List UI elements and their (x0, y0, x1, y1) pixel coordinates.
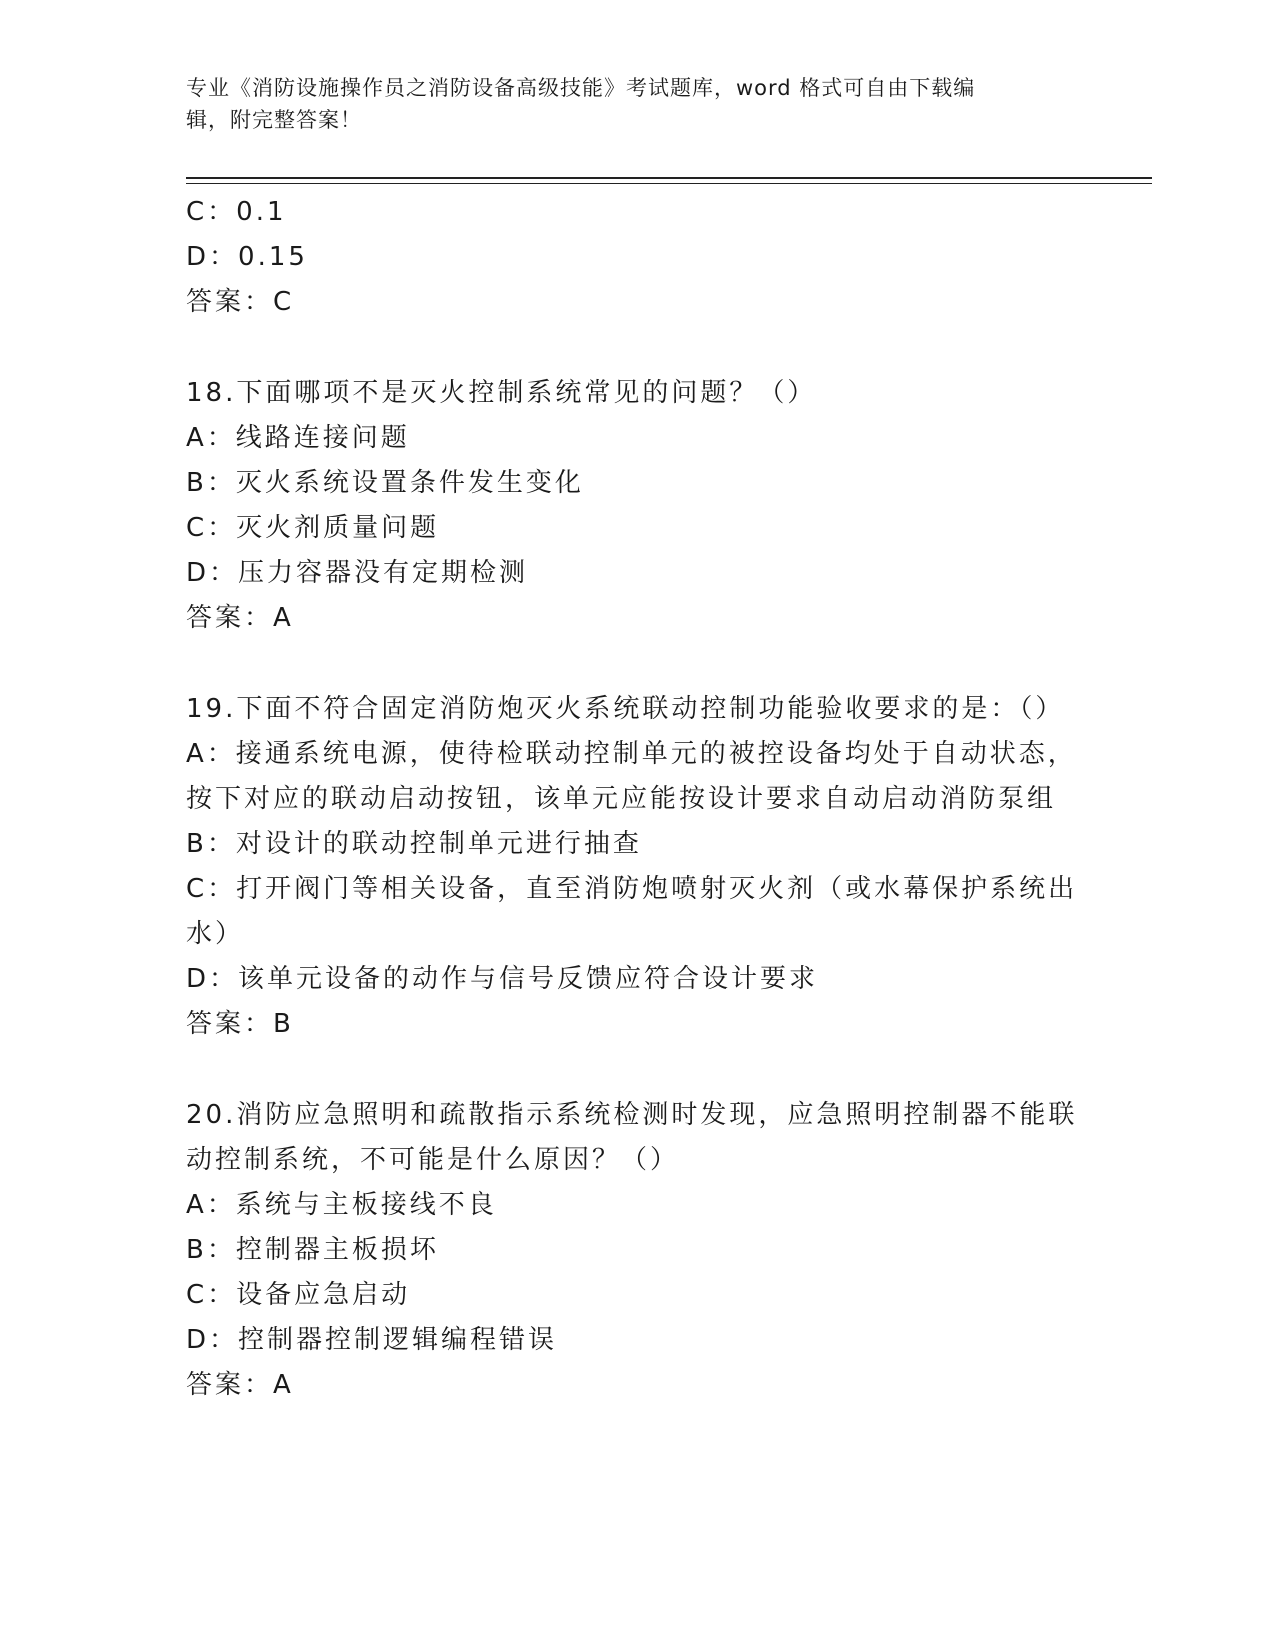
question-20 (186, 1093, 1086, 1408)
question-18 (186, 371, 1086, 641)
option-a: A：线路连接问题 (186, 423, 410, 453)
option-b: B：灭火系统设置条件发生变化 (186, 468, 584, 498)
option-c-line-1: C：打开阀门等相关设备，直至消防炮喷射灭火剂（或水幕保护系统出 (186, 874, 1078, 904)
header-divider-thick (186, 177, 1152, 179)
option-a-line-1: A：接通系统电源，使待检联动控制单元的被控设备均处于自动状态， (186, 739, 1077, 769)
question-19 (186, 687, 1086, 1047)
header-line-2: 辑，附完整答案！ (186, 108, 362, 132)
option-a-line-2: 按下对应的联动启动按钮，该单元应能按设计要求自动启动消防泵组 (186, 784, 1057, 814)
question-list (186, 190, 1086, 1408)
answer: 答案：B (186, 1009, 294, 1039)
option-d: D：控制器控制逻辑编程错误 (186, 1325, 558, 1355)
header-line-1: 专业《消防设施操作员之消防设备高级技能》考试题库，word 格式可自由下载编 (186, 76, 976, 100)
option-d: D：该单元设备的动作与信号反馈应符合设计要求 (186, 964, 819, 994)
question-text: 19.下面不符合固定消防炮灭火系统联动控制功能验收要求的是：（） (186, 694, 1065, 724)
question-text-line-1: 20.消防应急照明和疏散指示系统检测时发现，应急照明控制器不能联 (186, 1100, 1078, 1130)
spacer (186, 641, 1086, 687)
answer: 答案：C (186, 287, 295, 317)
option-b: B：控制器主板损坏 (186, 1235, 439, 1265)
option-d: D：0.15 (186, 242, 308, 272)
option-a: A：系统与主板接线不良 (186, 1190, 497, 1220)
question-text: 18.下面哪项不是灭火控制系统常见的问题？（） (186, 378, 817, 408)
option-c: C：灭火剂质量问题 (186, 513, 440, 543)
option-b: B：对设计的联动控制单元进行抽查 (186, 829, 642, 859)
option-c: C：0.1 (186, 197, 287, 227)
header-divider-thin (186, 183, 1152, 184)
option-d: D：压力容器没有定期检测 (186, 558, 529, 588)
previous-question-tail (186, 190, 1086, 325)
answer: 答案：A (186, 603, 294, 633)
option-c: C：设备应急启动 (186, 1280, 411, 1310)
answer: 答案：A (186, 1370, 294, 1400)
spacer (186, 325, 1086, 371)
option-c-line-2: 水） (186, 919, 245, 949)
question-text-line-2: 动控制系统，不可能是什么原因？（） (186, 1145, 680, 1175)
spacer (186, 1047, 1086, 1093)
page-header (186, 72, 1086, 136)
